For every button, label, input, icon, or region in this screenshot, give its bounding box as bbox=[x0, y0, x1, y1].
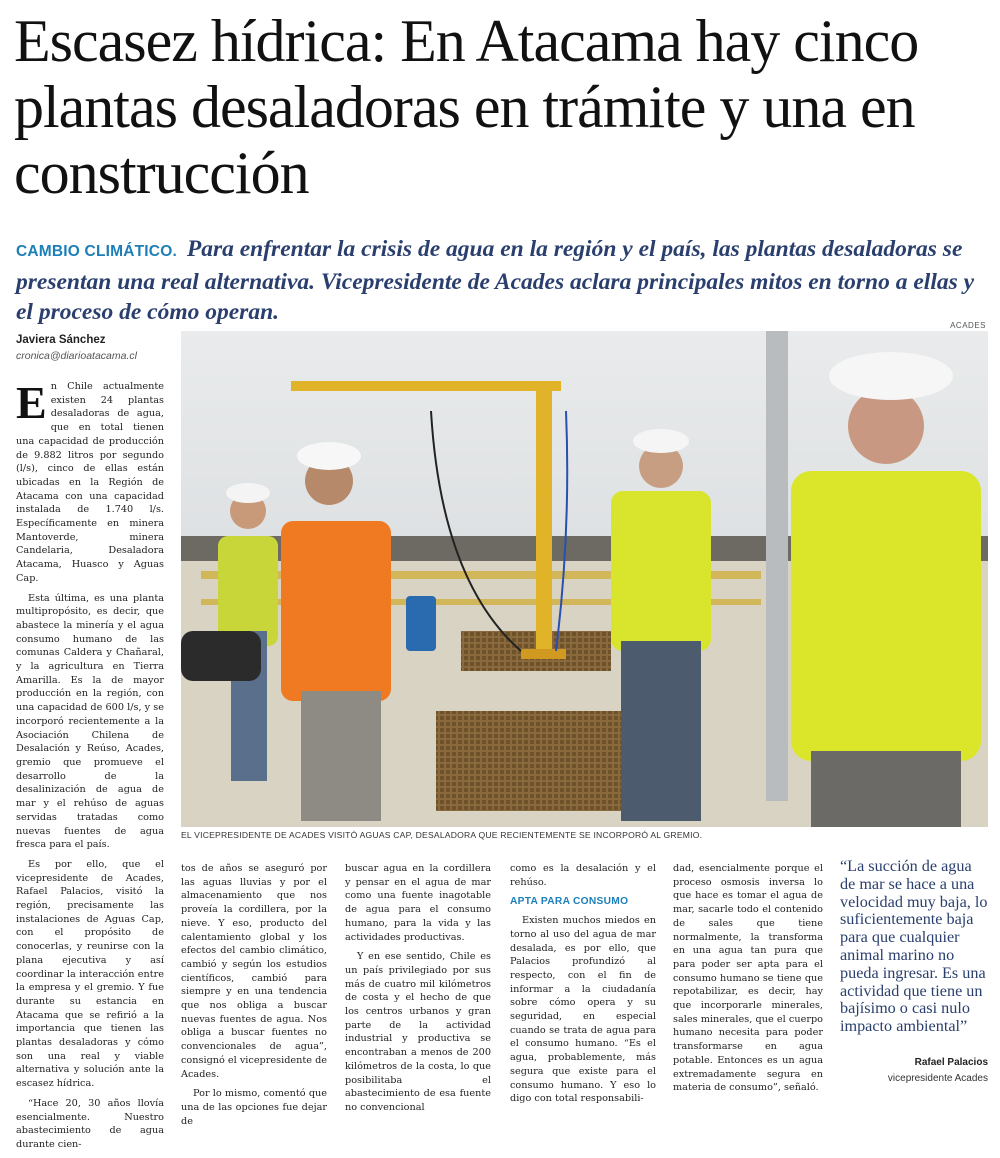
article-paragraph: como es la desalación y el rehúso. bbox=[510, 863, 656, 888]
article-paragraph bbox=[16, 377, 164, 586]
article-paragraph: Esta última, es una planta multipropósito, es decir, que abastece la minería y el agua consumo humano de las comunas Caldera y Chañaral, y la agricultura en Tierra Amarilla. Es la de mayor producción en la región, con una capacidad de 600 l/s, y se incorporó recientemente a la Asociación Chilena de Desalación y Reúso, Acades, gremio que promueve el desarrollo de la desalinización de agua de mar y el rehúso de aguas servidas tratadas como nuevas fuentes de agua fresca para el país. bbox=[16, 592, 164, 851]
byline-email[interactable]: cronica@diarioatacama.cl bbox=[16, 350, 137, 362]
article-column-5 bbox=[673, 862, 823, 1101]
article-paragraph: “Hace 20, 30 años llovía esencialmente. Nuestro abastecimiento de agua durante cien- bbox=[16, 1097, 164, 1150]
pull-quote-name: Rafael Palacios bbox=[914, 1057, 988, 1068]
article-paragraph: tos de años se aseguró por las aguas lluvias y por el almacenamiento que nos proveía la cordillera, por la nieve. Y eso, producto del calentamiento global y los efectos del cambio climático, cambió y según los estudios científicos, cambió para siempre y en una tendencia que nos obliga a buscar nuevas fuentes de agua. Nos obliga a buscar fuentes no convencionales de agua”, consignó el vicepresidente de Acades. bbox=[181, 863, 328, 1080]
paragraph-text: n Chile actualmente existen 24 plantas desaladoras de agua, que en total tienen una capacidad de producción de 9.882 litros por segundo (l/s), cinco de ellas están ubicadas en la Región de Atacama con una capacidad instalada de 1.740 l/s. Específicamente en minera Mantoverde, minera Candelaria, Desaladora Atacama, Huasco y Aguas Cap. bbox=[16, 381, 164, 584]
lead-paragraph bbox=[16, 234, 986, 327]
byline-author: Javiera Sánchez bbox=[16, 334, 106, 346]
lead-text: Para enfrentar la crisis de agua en la región y el país, las plantas desaladoras se presentan una real alternativa. Vicepresidente de Acades aclara principales mitos en torno a ellas y el proceso de cómo operan. bbox=[16, 236, 975, 325]
article-paragraph: Existen muchos miedos en torno al uso del agua de mar desalada, es por ello, que Palacios profundizó al respecto, con el fin de informar a la ciudadanía sobre cómo opera y su seguridad, en especial cuando se trata de agua para el consumo humano. “Es el agua, probablemente, más segura que existe para el consumo humano. Y eso lo digo con total responsabili- bbox=[510, 915, 656, 1105]
article-column-1 bbox=[16, 377, 164, 1158]
article-paragraph: buscar agua en la cordillera y pensar en el agua de mar como una fuente inagotable de agua para el consumo humano, para la vida y las actividades productivas. bbox=[345, 863, 491, 943]
photo-caption: EL VICEPRESIDENTE DE ACADES VISITÓ AGUAS CAP, DESALADORA QUE RECIENTEMENTE SE INCORPORÓ AL GREMIO. bbox=[181, 830, 703, 840]
article-column-4 bbox=[510, 862, 656, 1112]
drop-cap: E bbox=[16, 377, 47, 428]
pull-quote: “La succión de agua de mar se hace a una velocidad muy baja, lo suficientemente baja para que cualquier animal marino no pueda ingresar. Es una actividad que tiene un bajísimo o casi nulo impacto ambiental” bbox=[840, 857, 988, 1036]
headline: Escasez hídrica: En Atacama hay cinco plantas desaladoras en trámite y una en construcción bbox=[14, 8, 919, 206]
pull-quote-role: vicepresidente Acades bbox=[887, 1073, 988, 1084]
article-paragraph: Por lo mismo, comentó que una de las opciones fue dejar de bbox=[181, 1088, 327, 1127]
article-photo bbox=[181, 331, 988, 827]
article-column-3 bbox=[345, 862, 491, 1121]
photo-illustration bbox=[181, 331, 988, 827]
photo-credit: ACADES bbox=[950, 321, 986, 330]
article-paragraph: dad, esencialmente porque el proceso osmosis inversa lo que hace es tomar el agua de mar, sacarle todo el contenido de sales que tiene normalmente, la transforma en una agua tan pura que para poder ser apta para el consumo humano se tiene que repotabilizar, es decir, hay que incorporarle minerales, sales minerales, que el cuerpo humano necesita para poder transformarse en agua potable. Entonces es un agua extremadamente segura en materia de consumo”, señaló. bbox=[673, 863, 823, 1094]
section-subhead: APTA PARA CONSUMO bbox=[510, 896, 629, 908]
section-kicker: CAMBIO CLIMÁTICO. bbox=[16, 243, 177, 260]
article-paragraph: Es por ello, que el vicepresidente de Acades, Rafael Palacios, visitó la región, precisamente las instalaciones de Aguas Cap, con el propósito de conocerlas, y reunirse con la plana ejecutiva y así coordinar la interacción entre la empresa y el gremio. Y fue durante su estancia en Atacama que se refirió a la importancia que tienen las plantas desaladoras y cómo son una real y viable alternativa y solución ante la escasez hídrica. bbox=[16, 858, 164, 1090]
article-paragraph: Y en ese sentido, Chile es un país privilegiado por sus más de cuatro mil kilómetros de costa y el hecho de que los centros urbanos y gran parte de la actividad industrial y productiva se encontraban a menos de 200 kilómetros de la costa, lo que posibilitaba el abastecimiento de esa fuente no convencional bbox=[345, 951, 491, 1113]
article-column-2 bbox=[181, 862, 327, 1134]
